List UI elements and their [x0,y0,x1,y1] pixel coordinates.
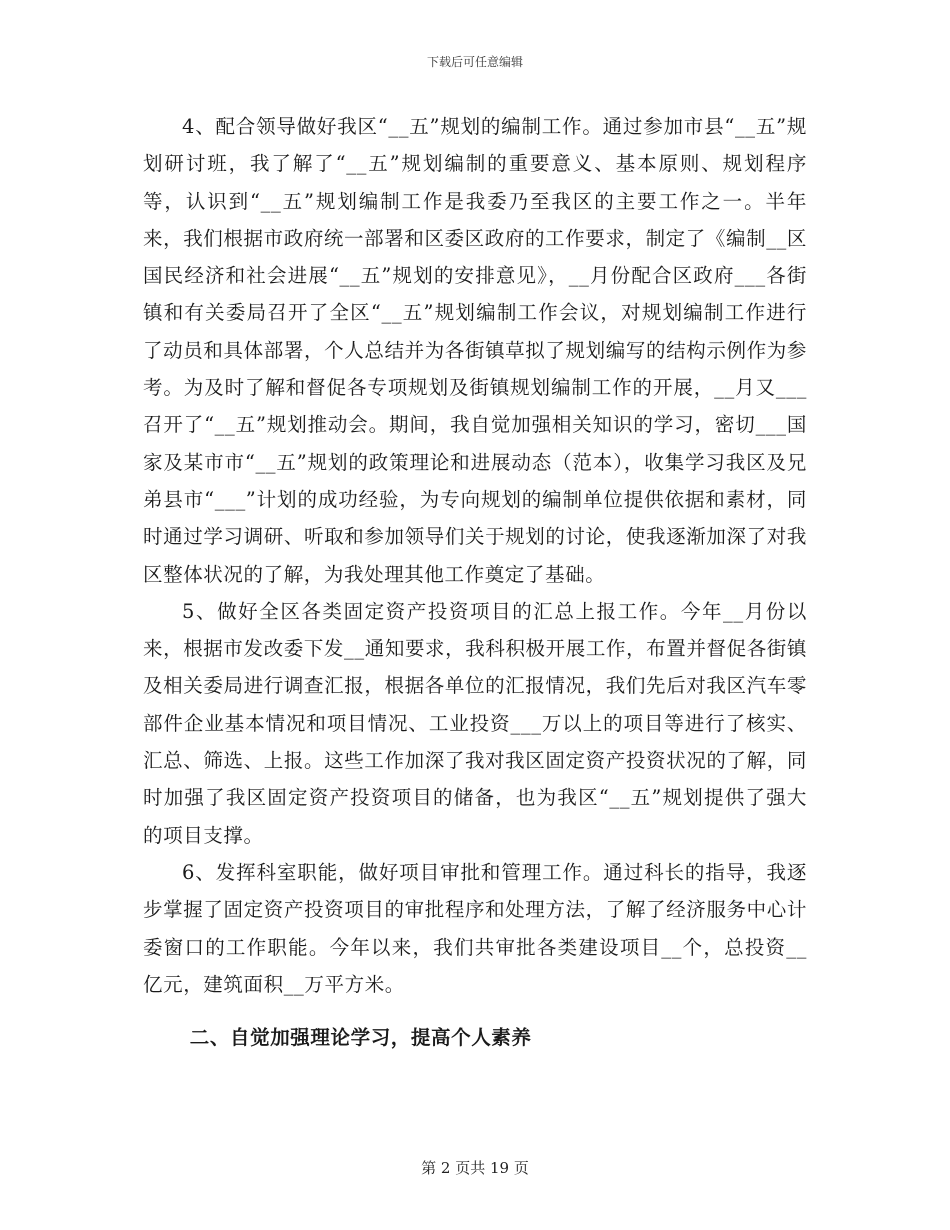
paragraph-item-4: 4、配合领导做好我区“__五”规划的编制工作。通过参加市县“__五”规划研讨班，我了解了“__五”规划编制的重要意义、基本原则、规划程序等，认识到“__五”规划编制工作是我委乃至我区的主要工作之一。半年来，我们根据市政府统一部署和区委区政府的工作要求，制定了《编制__区国民经济和社会进展“__五”规划的安排意见》，__月份配合区政府___各街镇和有关委局召开了全区“__五”规划编制工作会议，对规划编制工作进行了动员和具体部署，个人总结并为各街镇草拟了规划编写的结构示例作为参考。为及时了解和督促各专项规划及街镇规划编制工作的开展，__月又___召开了“__五”规划推动会。期间，我自觉加强相关知识的学习，密切___国家及某市市“__五”规划的政策理论和进展动态（范本），收集学习我区及兄弟县市“___”计划的成功经验，为专向规划的编制单位提供依据和素材，同时通过学习调研、听取和参加领导们关于规划的讨论，使我逐渐加深了对我区整体状况的了解，为我处理其他工作奠定了基础。 [143,115,807,586]
paragraph-item-6: 6、发挥科室职能，做好项目审批和管理工作。通过科长的指导，我逐步掌握了固定资产投资项目的审批程序和处理方法，了解了经济服务中心计委窗口的工作职能。今年以来，我们共审批各类建设项目__个，总投资__亿元，建筑面积__万平方米。 [143,860,807,996]
page-number: 第 2 页共 19 页 [421,1159,529,1177]
page-header: 下载后可任意编辑 [426,55,523,69]
document-body [143,108,807,1056]
section-heading: 二、自觉加强理论学习，提高个人素养 [189,1026,532,1050]
paragraph-item-5: 5、做好全区各类固定资产投资项目的汇总上报工作。今年__月份以来，根据市发改委下发__通知要求，我科积极开展工作，布置并督促各街镇及相关委局进行调查汇报，根据各单位的汇报情况，我们先后对我区汽车零部件企业基本情况和项目情况、工业投资___万以上的项目等进行了核实、汇总、筛选、上报。这些工作加深了我对我区固定资产投资状况的了解，同时加强了我区固定资产投资项目的储备，也为我区“__五”规划提供了强大的项目支撑。 [143,599,807,847]
